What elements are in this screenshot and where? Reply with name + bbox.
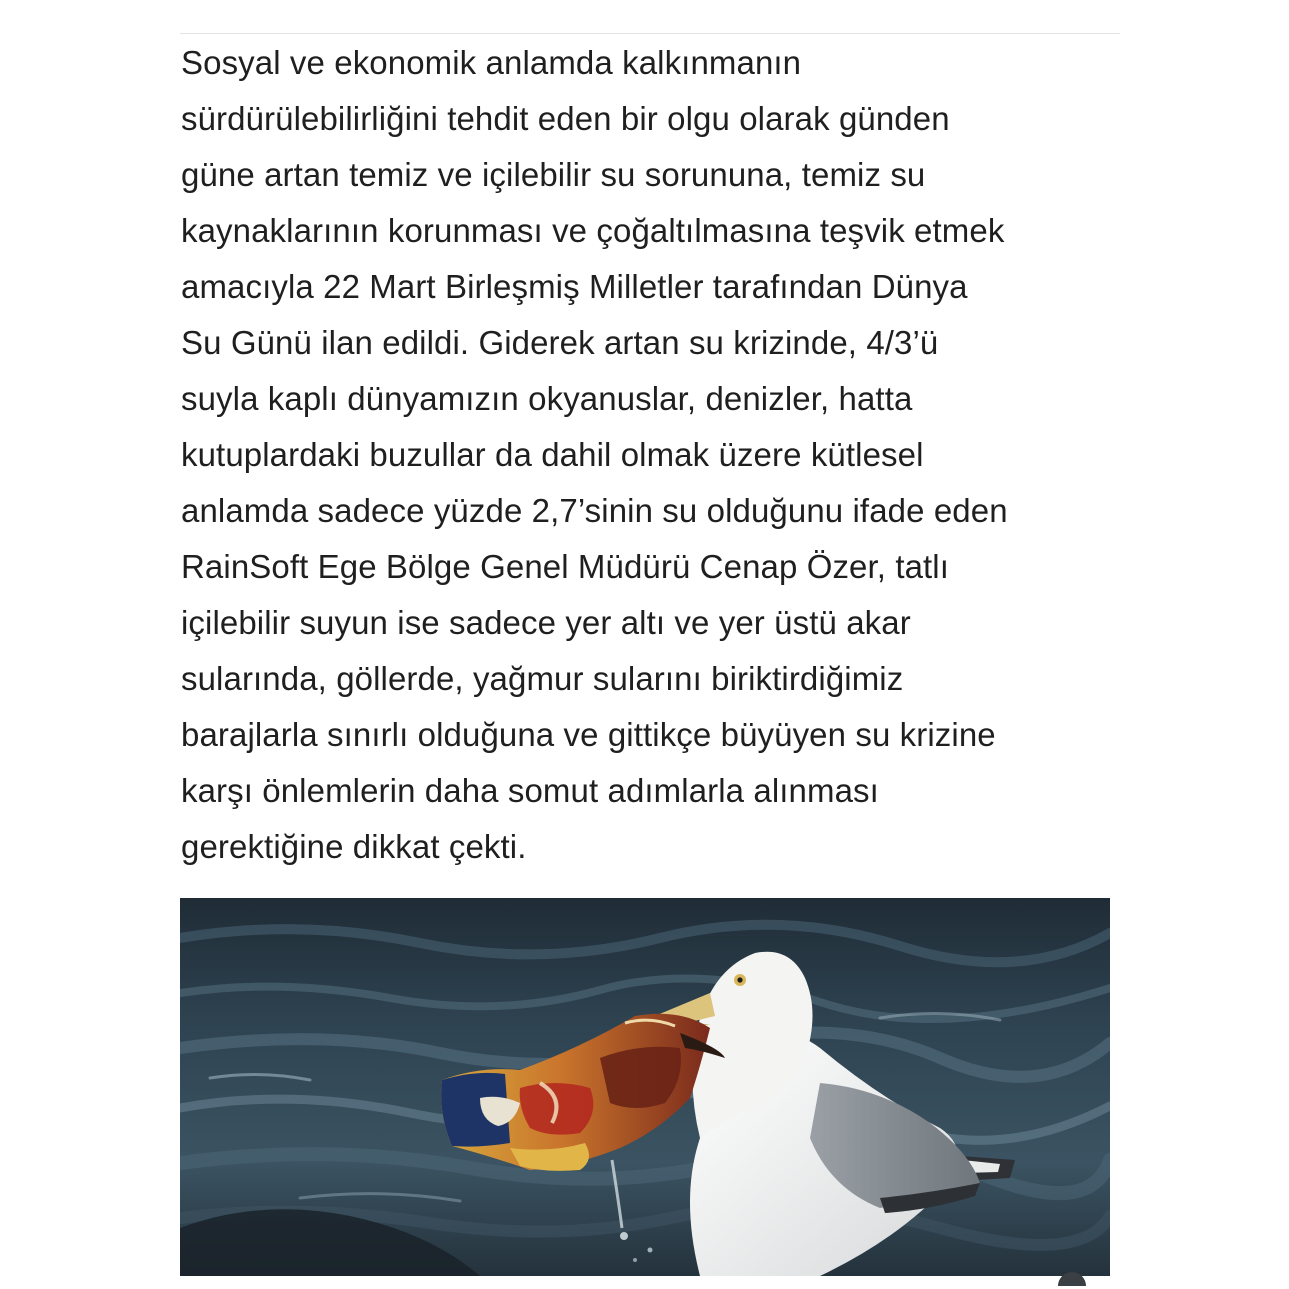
article-line: karşı önlemlerin daha somut adımlarla alınması: [181, 772, 879, 809]
article-line: sularında, göllerde, yağmur sularını biriktirdiğimiz: [181, 660, 904, 697]
article-line: Sosyal ve ekonomik anlamda kalkınmanın: [181, 44, 802, 81]
article-line: sürdürülebilirliğini tehdit eden bir olgu olarak günden: [181, 100, 950, 137]
article-line: kutuplardaki buzullar da dahil olmak üzere kütlesel: [181, 436, 924, 473]
article-line: kaynaklarının korunması ve çoğaltılmasına teşvik etmek: [181, 212, 1005, 249]
article-line: güne artan temiz ve içilebilir su sorununa, temiz su: [181, 156, 926, 193]
article-line: suyla kaplı dünyamızın okyanuslar, denizler, hatta: [181, 380, 913, 417]
seagull-photo: [180, 898, 1110, 1276]
article-line: barajlarla sınırlı olduğuna ve gittikçe büyüyen su krizine: [181, 716, 996, 753]
article-paragraph: [181, 35, 1126, 875]
article-line: RainSoft Ege Bölge Genel Müdürü Cenap Özer, tatlı: [181, 548, 950, 585]
article-line: Su Günü ilan edildi. Giderek artan su krizinde, 4/3’ü: [181, 324, 939, 361]
article-line: amacıyla 22 Mart Birleşmiş Milletler tarafından Dünya: [181, 268, 968, 305]
article-line: gerektiğine dikkat çekti.: [181, 828, 527, 865]
top-divider: [180, 33, 1120, 34]
seagull-illustration: [180, 898, 1110, 1276]
article-line: içilebilir suyun ise sadece yer altı ve yer üstü akar: [181, 604, 911, 641]
article-line: anlamda sadece yüzde 2,7’sinin su olduğunu ifade eden: [181, 492, 1008, 529]
